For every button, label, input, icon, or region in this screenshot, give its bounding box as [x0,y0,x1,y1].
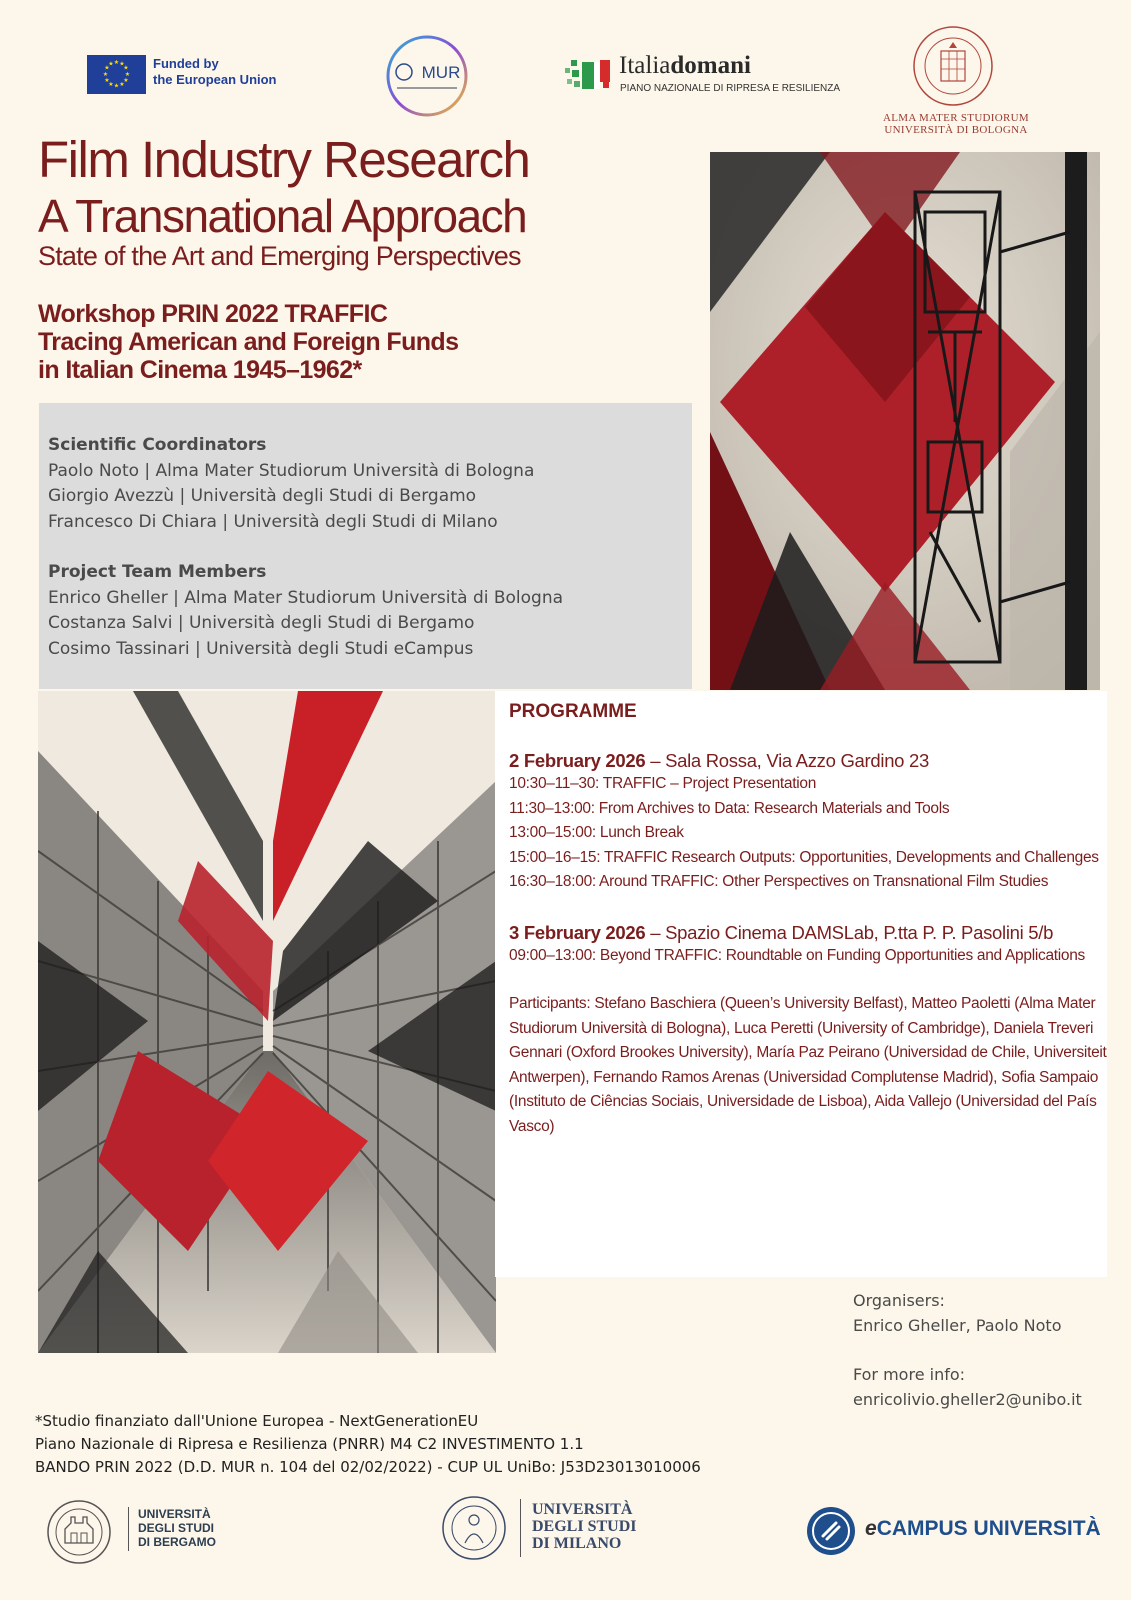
ecampus-e: e [865,1517,877,1540]
funding-note-line3: BANDO PRIN 2022 (D.D. MUR n. 104 del 02/02/2022) - CUP UL UniBo: J53D23013010006 [35,1458,701,1476]
svg-text:★: ★ [123,64,129,72]
workshop-line3: in Italian Cinema 1945–1962* [38,356,362,384]
participants-list: Participants: Stefano Baschiera (Queen’s University Belfast), Matteo Paoletti (Alma Mater Studiorum Università di Bologna), Luca Peretti (University of Cambridge), Daniela Treveri Gennari (Oxford Brookes University), María Paz Peirano (Universidad de Chile, Universiteit Antwerpen), Fernando Ramos Arenas (Universidad Complutense Madrid), Sofia Sampaio (Instituto de Ciências Sociais, Universidade de Lisboa), Aida Vallejo (Universidad del País Vasco) [509,995,1107,1135]
team-member-item: Cosimo Tassinari | Università degli Studi eCampus [48,638,474,659]
archive-corridor-artwork [38,691,496,1353]
team-heading: Project Team Members [48,562,267,582]
programme-heading: PROGRAMME [509,701,637,722]
unibg-seal-icon [41,1499,121,1565]
unibo-name [866,112,1046,136]
unibo-seal-icon [912,25,994,107]
day1-heading [509,750,1109,772]
coordinator-item: Giorgio Avezzù | Università degli Studi di Bergamo [48,486,477,506]
funding-note-line2: Piano Nazionale di Ripresa e Resilienza (PNRR) M4 C2 INVESTIMENTO 1.1 [35,1435,584,1453]
unimi-name [532,1501,636,1552]
schedule-item: 13:00–15:00: Lunch Break [509,824,684,841]
workshop-line2: Tracing American and Foreign Funds [38,328,459,356]
coordinator-item: Paolo Noto | Alma Mater Studiorum Università di Bologna [48,460,535,481]
unimi-line1: UNIVERSITÀ [532,1501,633,1518]
unimi-line2: DEGLI STUDI [532,1518,637,1535]
svg-text:★: ★ [113,82,120,90]
ecampus-logo-icon [806,1506,856,1556]
day1-place: – Sala Rossa, Via Azzo Gardino 23 [645,750,929,771]
unibg-line2: DEGLI STUDI [138,1521,215,1535]
svg-text:★: ★ [123,77,129,84]
svg-text:MUR: MUR [421,63,461,82]
day2-date: 3 February 2026 [509,921,646,943]
page-title-line2: A Transnational Approach [38,190,527,242]
contact-email: enricolivio.gheller2@unibo.it [853,1390,1082,1409]
organisers-label: Organisers: [853,1291,945,1310]
italiadomani-subtitle: PIANO NAZIONALE DI RIPRESA E RESILIENZA [620,83,841,94]
svg-text:★: ★ [119,60,125,68]
day2-heading [509,922,1109,944]
unibg-line1: UNIVERSITÀ [138,1507,211,1521]
svg-text:★: ★ [104,77,110,84]
mur-logo [383,32,471,120]
team-member-item: Enrico Gheller | Alma Mater Studiorum Università di Bologna [48,587,564,608]
day1-date: 2 February 2026 [509,750,646,771]
page-subtitle: State of the Art and Emerging Perspectives [38,241,521,271]
svg-text:★: ★ [104,64,110,72]
ecampus-wordmark [865,1517,1101,1541]
svg-text:★: ★ [108,81,114,88]
svg-text:★: ★ [108,60,114,68]
eu-text-line1: Funded by [153,56,219,71]
svg-text:★: ★ [119,81,125,88]
page-title: Film Industry Research [38,131,530,188]
divider [520,1499,521,1557]
unibg-name [138,1507,216,1549]
svg-text:★: ★ [102,71,109,78]
ecampus-rest: CAMPUS UNIVERSITÀ [876,1517,1101,1540]
programme [509,698,1109,1139]
svg-text:★: ★ [124,71,131,78]
svg-text:★: ★ [113,59,120,66]
info-label: For more info: [853,1365,966,1384]
schedule-item: 16:30–18:00: Around TRAFFIC: Other Perspectives on Transnational Film Studies [509,873,1049,890]
schedule-item: 11:30–13:00: From Archives to Data: Research Materials and Tools [509,799,950,817]
eu-funding-label [153,56,293,88]
funding-note-line1: *Studio finanziato dall'Unione Europea - NextGenerationEU [35,1412,479,1430]
workshop-line1: Workshop PRIN 2022 TRAFFIC [38,300,388,328]
divider [128,1507,129,1551]
cinema-sign-artwork [710,152,1100,690]
day2-place: – Spazio Cinema DAMSLab, P.tta P. P. Pasolini 5/b [645,921,1054,943]
eu-text-line2: the European Union [153,72,277,87]
unibo-line2: UNIVERSITÀ DI BOLOGNA [884,124,1028,136]
funding-note [35,1410,701,1479]
team-list [48,433,563,662]
unibo-line1: ALMA MATER STUDIORUM [883,112,1029,124]
organisers-block [853,1288,1082,1412]
unibg-line3: DI BERGAMO [138,1535,216,1549]
organisers-names: Enrico Gheller, Paolo Noto [853,1316,1062,1335]
italiadomani-word-bold: domani [670,52,751,79]
schedule-item: 09:00–13:00: Beyond TRAFFIC: Roundtable on Funding Opportunities and Applications [509,946,1086,964]
workshop-title [38,300,458,384]
unimi-seal-icon [441,1495,507,1561]
italiadomani-word-regular: Italia [619,52,671,79]
schedule-item: 10:30–11–30: TRAFFIC – Project Presentation [509,775,817,792]
eu-flag-icon [87,55,146,94]
italiadomani-wordmark [619,52,751,80]
team-member-item: Costanza Salvi | Università degli Studi di Bergamo [48,613,475,633]
coordinator-item: Francesco Di Chiara | Università degli Studi di Milano [48,511,498,532]
schedule-item: 15:00–16–15: TRAFFIC Research Outputs: Opportunities, Developments and Challenges [509,848,1099,866]
coordinators-heading: Scientific Coordinators [48,435,267,455]
unimi-line3: DI MILANO [532,1535,622,1552]
